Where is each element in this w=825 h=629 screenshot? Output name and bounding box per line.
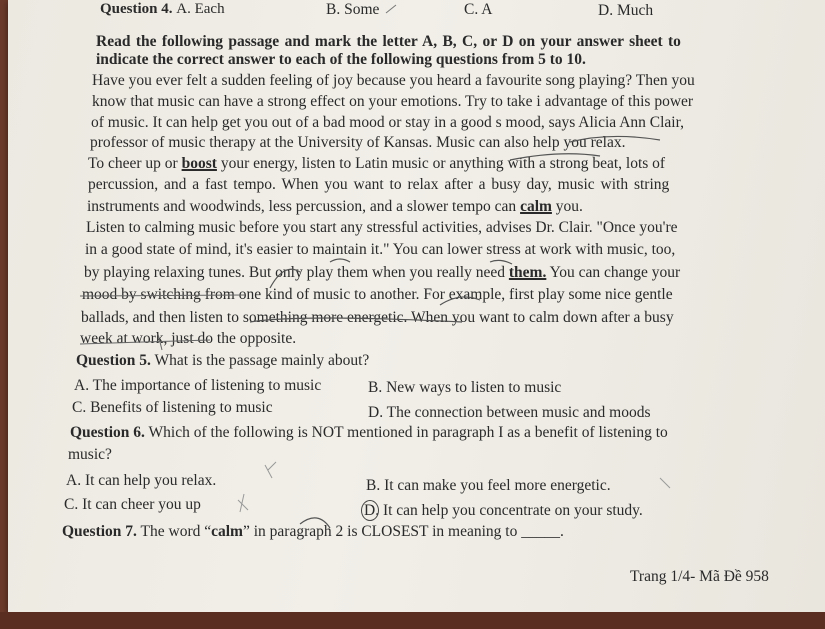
exam-page: [8, 0, 825, 612]
passage-p2-line-1: To cheer up or boost your energy, listen to Latin music or anything with a strong beat, lots of: [88, 155, 666, 172]
word-boost: boost: [181, 155, 217, 172]
q4-option-b[interactable]: B. Some: [326, 1, 380, 18]
table-surface: [0, 612, 825, 629]
q5-option-c[interactable]: C. Benefits of listening to music: [72, 399, 273, 416]
pen-circle-mark: [361, 500, 379, 521]
question-7-stem: Question 7. The word “calm” in paragraph 2 is CLOSEST in meaning to _____.: [62, 523, 564, 540]
passage-p2-line-2: percussion, and a fast tempo. When you want to relax after a busy day, music with string: [88, 176, 670, 193]
passage-p3-line-6: week at work, just do the opposite.: [80, 330, 297, 347]
q5-option-d[interactable]: D. The connection between music and moods: [368, 404, 651, 421]
passage-p3-line-5: ballads, and then listen to something more energetic. When you want to calm down after a busy: [81, 309, 674, 326]
page-footer: Trang 1/4- Mã Đề 958: [630, 568, 769, 585]
q4-option-a[interactable]: A. Each: [176, 1, 225, 17]
question-6-stem-line-2: music?: [68, 446, 112, 463]
q4-option-d[interactable]: D. Much: [598, 2, 654, 19]
passage-p3-line-3: by playing relaxing tunes. But only play them when you really need them. You can change your: [84, 264, 681, 281]
passage-p2-line-3: instruments and woodwinds, less percussion, and a slower tempo can calm you.: [87, 198, 583, 215]
answer-blank[interactable]: _____: [521, 523, 560, 540]
q6-option-b[interactable]: B. It can make you feel more energetic.: [366, 477, 611, 494]
q6-option-d[interactable]: D. It can help you concentrate on your study.: [364, 502, 643, 519]
passage-p1-line-2: know that music can have a strong effect on your emotions. Try to take i advantage of this power: [92, 93, 694, 110]
passage-p3-line-1: Listen to calming music before you start any stressful activities, advises Dr. Clair. "Once you're: [86, 219, 678, 236]
q5-option-b[interactable]: B. New ways to listen to music: [368, 379, 562, 396]
question-6-stem: Question 6. Which of the following is NOT mentioned in paragraph I as a benefit of listening to: [70, 424, 668, 441]
q4-option-c[interactable]: C. A: [464, 1, 493, 18]
word-calm: calm: [520, 198, 552, 215]
instructions-line-2: indicate the correct answer to each of the following questions from 5 to 10.: [96, 51, 586, 68]
q6-option-c[interactable]: C. It can cheer you up: [64, 496, 201, 513]
passage-p1-line-1: Have you ever felt a sudden feeling of joy because you heard a favourite song playing? Then you: [92, 72, 695, 89]
passage-p3-line-2: in a good state of mind, it's easier to maintain it." You can lower stress at work with music, too,: [85, 241, 676, 258]
instructions-line-1: Read the following passage and mark the letter A, B, C, or D on your answer sheet to: [96, 33, 681, 50]
passage-p3-line-4: mood by switching from one kind of music to another. For example, first play some nice gentle: [82, 286, 673, 303]
word-them: them.: [508, 264, 547, 281]
question-5-stem: Question 5. What is the passage mainly about?: [76, 352, 370, 369]
q6-option-a[interactable]: A. It can help you relax.: [66, 472, 217, 489]
passage-p1-line-3: of music. It can help get you out of a bad mood or stay in a good s mood, says Alicia Ann Clair,: [91, 114, 685, 131]
question-4-label: Question 4. A. Each: [100, 1, 225, 17]
passage-p1-line-4: professor of music therapy at the University of Kansas. Music can also help you relax.: [90, 134, 626, 151]
q5-option-a[interactable]: A. The importance of listening to music: [74, 377, 322, 394]
